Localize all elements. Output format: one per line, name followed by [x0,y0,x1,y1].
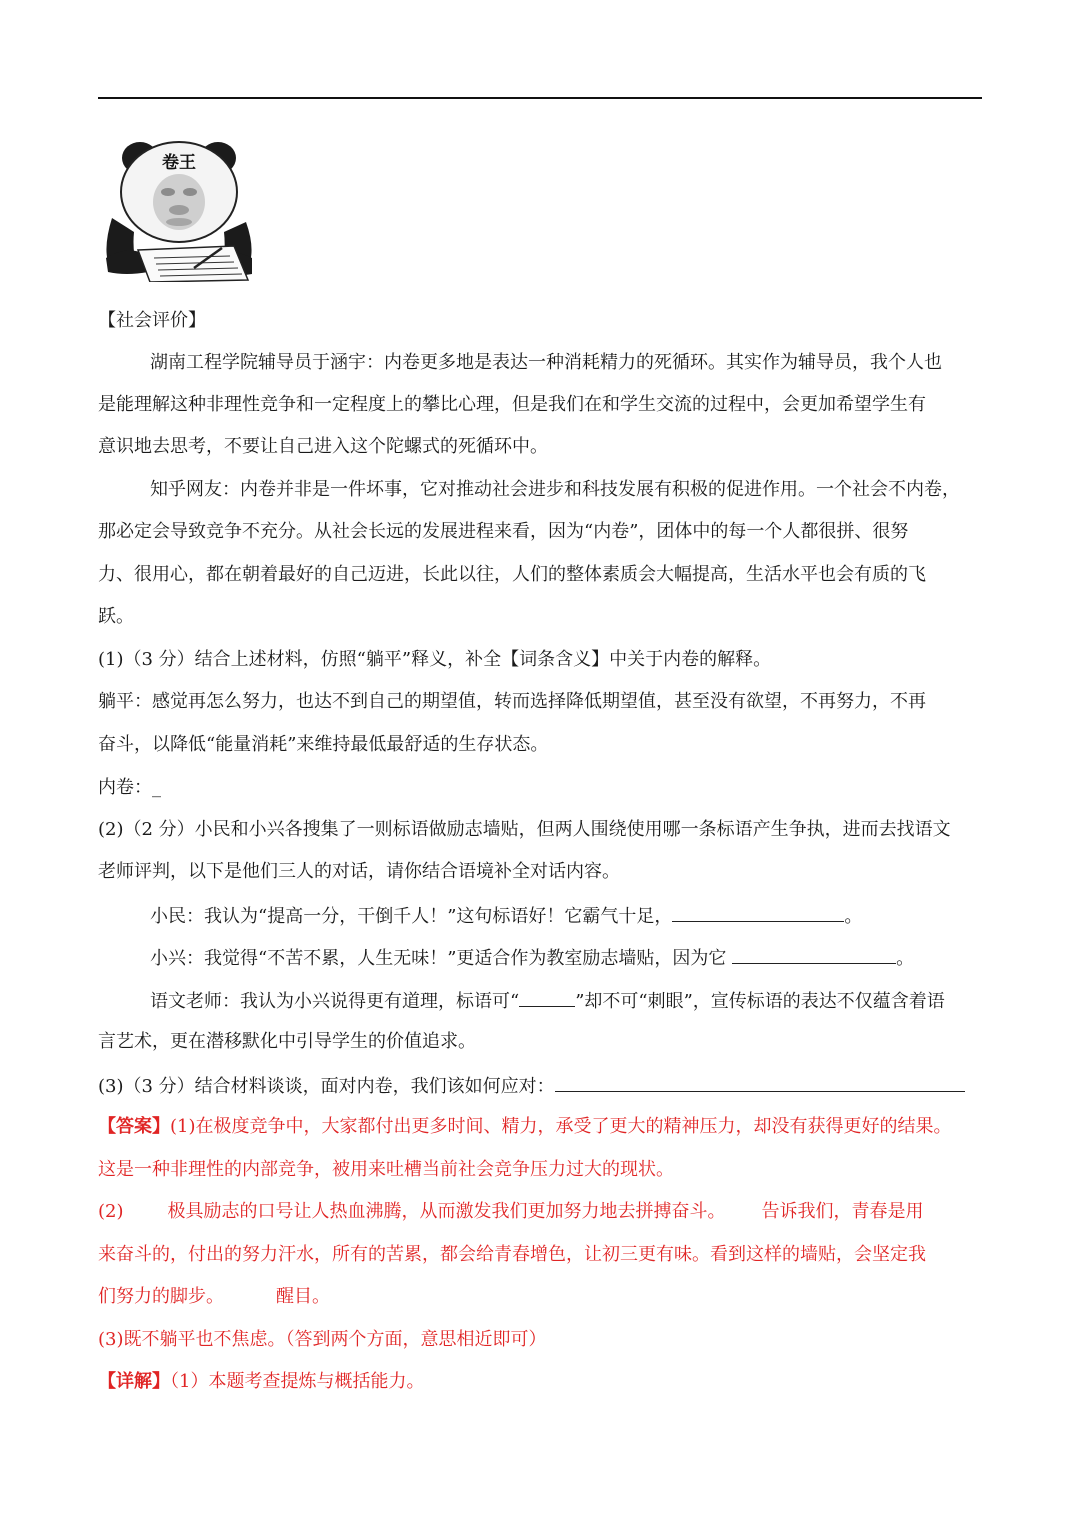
answer-a1-line1: (1)在极度竞争中，大家都付出更多时间、精力，承受了更大的精神压力，却没有获得更好的结果。 [170,1116,952,1137]
panda-meme-image [98,140,258,282]
detail-label: 【详解】 [98,1371,170,1392]
q2-teacher-blank [519,988,575,1007]
answer-a2-part2: 告诉我们，青春是用 [761,1201,924,1222]
answer-a2-num: (2) [98,1201,124,1222]
q2-xiaomin-blank [672,903,844,922]
answer-a2-line1 [98,1200,982,1224]
q1-tangping-line1: 躺平：感觉再怎么努力，也达不到自己的期望值，转而选择降低期望值，甚至没有欲望，不再努力，不再 [98,691,926,712]
answer-a2-line3a: 们努力的脚步。 [98,1286,224,1307]
q2-teacher-text-b: ”却不可“刺眼”，宣传标语的表达不仅蕴含着语 [575,991,945,1012]
q2-teacher-line1 [150,988,982,1014]
q2-xiaomin-end: 。 [844,906,863,927]
answer-a2-line2: 来奋斗的，付出的努力汗水，所有的苦累，都会给青春增色，让初三更有味。看到这样的墙贴，会坚定我 [98,1244,926,1265]
social-p1-line1: 湖南工程学院辅导员于涵宇：内卷更多地是表达一种消耗精力的死循环。其实作为辅导员，我个人也 [150,352,942,373]
section-heading-social: 【社会评价】 [98,310,206,331]
q2-xiaomin-line [150,903,982,929]
q2-xiaoxing-line [150,945,982,971]
q1-stem: (1)（3 分）结合上述材料，仿照“躺平”释义，补全【词条含义】中关于内卷的解释。 [98,649,772,670]
answer-a2-line3 [98,1285,982,1309]
q1-neijuan-answer-line: 内卷：_ [98,777,161,798]
q2-stem-line2: 老师评判，以下是他们三人的对话，请你结合语境补全对话内容。 [98,861,620,882]
header-rule [98,97,982,99]
answer-line1 [98,1115,982,1139]
q3-line [98,1073,982,1099]
meme-caption: 卷王 [162,153,196,173]
answer-a1-line2: 这是一种非理性的内部竞争，被用来吐槽当前社会竞争压力过大的现状。 [98,1159,674,1180]
detail-text: （1）本题考查提炼与概括能力。 [170,1371,425,1392]
q2-teacher-line2: 言艺术，更在潜移默化中引导学生的价值追求。 [98,1031,476,1052]
social-p2-line2: 那必定会导致竞争不充分。从社会长远的发展进程来看，因为“内卷”，团体中的每一个人都很拼、很努 [98,521,909,542]
answer-a2-part1: 极具励志的口号让人热血沸腾，从而激发我们更加努力地去拼搏奋斗。 [167,1201,726,1222]
detail-line [98,1370,982,1394]
q2-teacher-text-a: 语文老师：我认为小兴说得更有道理，标语可“ [150,991,520,1012]
answer-label: 【答案】 [98,1116,170,1137]
answer-a2-line3b: 醒目。 [276,1286,330,1307]
q3-stem: (3)（3 分）结合材料谈谈，面对内卷，我们该如何应对： [98,1076,555,1097]
q2-xiaomin-text: 小民：我认为“提高一分，干倒千人！”这句标语好！它霸气十足， [150,906,673,927]
answer-a3: (3)既不躺平也不焦虑。（答到两个方面，意思相近即可） [98,1329,547,1350]
q2-xiaoxing-blank [732,945,896,964]
q2-xiaoxing-text: 小兴：我觉得“不苦不累，人生无味！”更适合作为教室励志墙贴，因为它 [150,948,733,969]
social-p1-line3: 意识地去思考，不要让自己进入这个陀螺式的死循环中。 [98,436,548,457]
q1-tangping-line2: 奋斗，以降低“能量消耗”来维持最低最舒适的生存状态。 [98,734,549,755]
q2-xiaoxing-end: 。 [896,948,915,969]
social-p2-line4: 跃。 [98,606,134,627]
social-p1-line2: 是能理解这种非理性竞争和一定程度上的攀比心理，但是我们在和学生交流的过程中，会更加希望学生有 [98,394,926,415]
social-p2-line1: 知乎网友：内卷并非是一件坏事，它对推动社会进步和科技发展有积极的促进作用。一个社会不内卷， [150,479,960,500]
q3-blank [555,1073,965,1092]
q2-stem-line1: (2)（2 分）小民和小兴各搜集了一则标语做励志墙贴，但两人围绕使用哪一条标语产生争执，进而去找语文 [98,819,951,840]
social-p2-line3: 力、很用心，都在朝着最好的自己迈进，长此以往，人们的整体素质会大幅提高，生活水平也会有质的飞 [98,564,926,585]
